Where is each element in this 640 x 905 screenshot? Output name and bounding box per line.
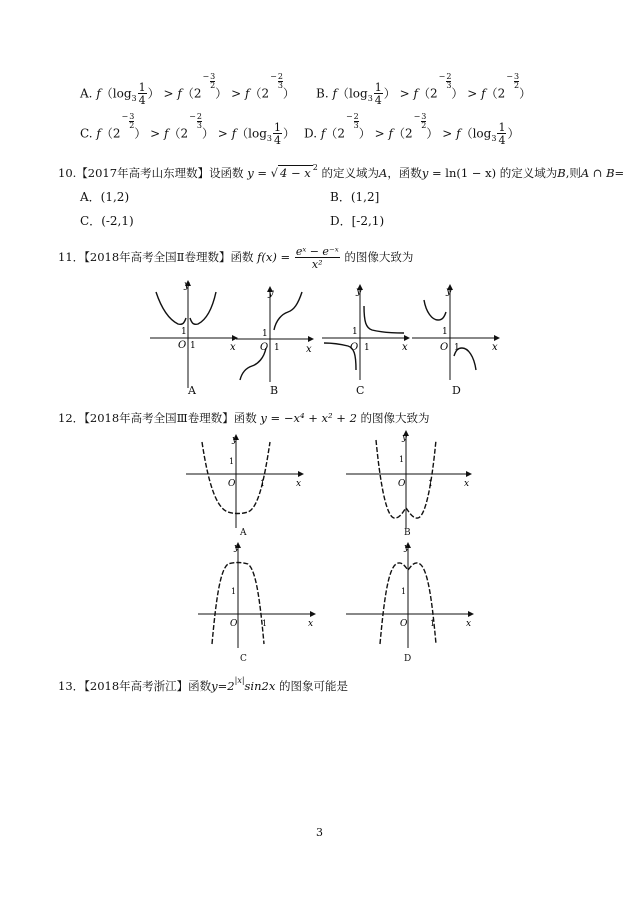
- svg-text:1: 1: [442, 327, 448, 337]
- q10-option-a: A．(1,2): [80, 190, 130, 204]
- svg-text:1: 1: [274, 343, 280, 353]
- svg-text:O: O: [350, 342, 359, 353]
- page-number: 3: [316, 826, 323, 839]
- q10-option-c: C．(-2,1): [80, 214, 134, 228]
- svg-text:O: O: [260, 342, 269, 353]
- q11-label-b: B: [270, 384, 279, 397]
- svg-text:1: 1: [430, 619, 436, 628]
- svg-text:1: 1: [364, 343, 370, 353]
- svg-text:y: y: [446, 286, 452, 297]
- svg-text:O: O: [398, 479, 406, 489]
- q9-option-d: D. f（2 − $\frac{2}{3}$ ） > f（2 − $\frac{3}{2}$ ） > $f(\log_3$ $\frac{1}{4}$ ）: [304, 112, 520, 147]
- svg-text:y: y: [234, 543, 240, 553]
- q11-graph-c: [322, 282, 412, 382]
- q9-option-c: C. f（2 − $\frac{3}{2}$ ） > f（2 − $\frac{2}{3}$ ） > $f(\log_3$ $\frac{1}{4}$ ）: [80, 112, 296, 147]
- q11-graph-b: [236, 284, 316, 384]
- svg-text:1: 1: [260, 479, 266, 488]
- svg-text:O: O: [440, 342, 449, 353]
- q10-stem: 10.【2017年高考山东理数】设函数 y = √ 4 − x $^2$ 的定义域为A，函数y = ln(1 − x) 的定义域为B,则A ∩ B=: [58, 163, 625, 180]
- svg-text:O: O: [178, 340, 187, 351]
- q12-label-a: A: [240, 528, 247, 538]
- q11-label-a: A: [188, 384, 196, 397]
- q11-label-d: D: [452, 384, 461, 397]
- q12-graph-b: [346, 432, 476, 532]
- svg-text:x: x: [466, 619, 472, 629]
- svg-text:x: x: [308, 619, 314, 629]
- svg-text:x: x: [296, 479, 302, 489]
- svg-text:x: x: [402, 342, 408, 353]
- svg-text:O: O: [230, 619, 238, 629]
- svg-text:x: x: [464, 479, 470, 489]
- q10-option-b: B．(1,2]: [330, 190, 380, 204]
- svg-text:1: 1: [352, 327, 358, 337]
- q12-graph-c: [198, 540, 318, 650]
- svg-text:y: y: [402, 433, 408, 443]
- svg-text:x: x: [492, 342, 498, 353]
- svg-text:x: x: [230, 342, 236, 353]
- q12-stem: 12．【2018年高考全国Ⅲ卷理数】函数 y = −x⁴ + x² + 2 的图像大致为: [58, 411, 430, 425]
- q11-label-c: C: [356, 384, 365, 397]
- q11-graph-a: [150, 278, 240, 398]
- q11-stem: 11．【2018年高考全国Ⅱ卷理数】函数 f(x) = $\frac{\text{eˣ − e⁻ˣ}}{\text{x²}}$ 的图像大致为: [58, 245, 414, 271]
- svg-text:1: 1: [454, 343, 460, 353]
- svg-text:1: 1: [231, 587, 237, 596]
- svg-text:1: 1: [181, 327, 187, 337]
- svg-text:1: 1: [262, 329, 268, 339]
- svg-text:1: 1: [401, 587, 407, 596]
- q9-option-a: A. $f(\log_3$ $\frac{1}{4}$ ） > f（2 − $\frac{3}{2}$ ） > f（2 − $\frac{2}{3}$ ）: [80, 72, 295, 107]
- svg-text:y: y: [184, 280, 190, 291]
- svg-text:y: y: [356, 286, 362, 297]
- svg-text:x: x: [306, 344, 312, 355]
- q11-graph-d: [412, 282, 502, 382]
- q12-label-b: B: [404, 528, 411, 538]
- svg-text:1: 1: [229, 457, 235, 466]
- q12-graph-d: [346, 540, 476, 650]
- svg-text:y: y: [404, 543, 410, 553]
- svg-text:1: 1: [262, 619, 268, 628]
- svg-text:O: O: [400, 619, 408, 629]
- q12-label-d: D: [404, 654, 412, 664]
- q9-option-b: B. $f(\log_3$ $\frac{1}{4}$ ） > f（2 − $\frac{2}{3}$ ） > f（2 − $\frac{3}{2}$ ）: [316, 72, 532, 107]
- svg-text:1: 1: [428, 479, 434, 488]
- q12-graph-a: [186, 432, 306, 532]
- q12-label-c: C: [240, 654, 247, 664]
- svg-text:1: 1: [190, 341, 196, 351]
- svg-text:1: 1: [399, 455, 405, 464]
- svg-text:y: y: [232, 435, 238, 445]
- svg-text:y: y: [268, 288, 274, 299]
- q10-option-d: D．[-2,1): [330, 214, 385, 228]
- svg-text:O: O: [228, 479, 236, 489]
- q13-stem: 13．【2018年高考浙江】函数$y=2^{|x|}\sin 2x$ 的图象可能是: [58, 676, 348, 693]
